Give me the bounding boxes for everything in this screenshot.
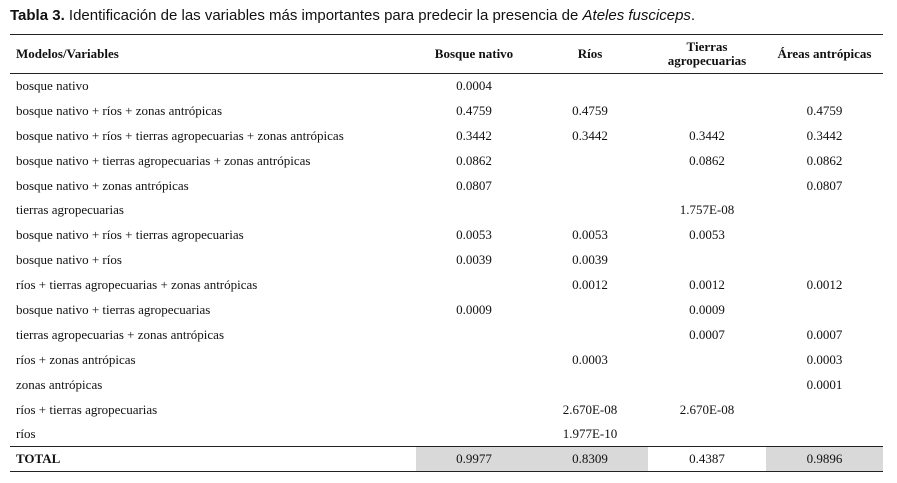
variables-table — [10, 34, 883, 472]
rios-cell — [532, 372, 648, 397]
header-bosque-nativo: Bosque nativo — [416, 35, 532, 74]
bosque-cell — [416, 422, 532, 447]
tierras-cell — [648, 173, 766, 198]
tierras-cell — [648, 248, 766, 273]
model-cell: bosque nativo + ríos + tierras agropecuarias + zonas antrópicas — [16, 127, 344, 143]
rios-cell: 1.977E-10 — [562, 426, 618, 442]
model-cell: ríos + tierras agropecuarias — [16, 401, 158, 417]
table-row — [10, 347, 883, 372]
model-cell: bosque nativo + ríos + tierras agropecuarias — [16, 227, 244, 243]
bosque-cell: 0.0004 — [456, 78, 492, 94]
areas-cell — [766, 198, 883, 223]
rios-cell: 0.0003 — [572, 351, 608, 367]
table-row — [10, 173, 883, 198]
model-cell: ríos + zonas antrópicas — [16, 351, 136, 367]
tierras-cell — [648, 347, 766, 372]
areas-cell: 0.0007 — [806, 326, 843, 342]
rios-cell — [532, 198, 648, 223]
table-row — [10, 98, 883, 123]
table-row — [10, 322, 883, 347]
areas-cell — [766, 397, 883, 422]
total-bosque-cell: 0.9977 — [416, 447, 532, 472]
tierras-cell — [648, 74, 766, 99]
caption-end: . — [690, 7, 696, 24]
areas-cell: 0.3442 — [806, 127, 843, 143]
model-cell: ríos + tierras agropecuarias + zonas antrópicas — [16, 277, 258, 293]
areas-cell: 0.0001 — [806, 376, 843, 392]
bosque-cell: 0.3442 — [456, 127, 492, 143]
table-row — [10, 273, 883, 298]
areas-cell: 0.0003 — [806, 351, 843, 367]
header-rios: Ríos — [532, 35, 648, 74]
tierras-cell: 0.3442 — [689, 127, 725, 143]
bosque-cell: 0.0009 — [456, 301, 492, 317]
bosque-cell — [416, 273, 532, 298]
table-row — [10, 397, 883, 422]
tierras-cell — [648, 372, 766, 397]
tierras-cell — [648, 98, 766, 123]
tierras-cell: 0.0007 — [689, 326, 725, 342]
table-row — [10, 372, 883, 397]
rios-cell: 2.670E-08 — [562, 401, 618, 417]
areas-cell: 0.0862 — [806, 152, 843, 168]
rios-cell: 0.0039 — [572, 252, 608, 268]
tierras-cell: 1.757E-08 — [679, 202, 735, 218]
total-label: TOTAL — [10, 447, 416, 472]
model-cell: tierras agropecuarias + zonas antrópicas — [16, 326, 225, 342]
model-cell: bosque nativo + zonas antrópicas — [16, 177, 189, 193]
bosque-cell — [416, 347, 532, 372]
tierras-cell: 2.670E-08 — [679, 401, 735, 417]
bosque-cell — [416, 322, 532, 347]
total-row — [10, 447, 883, 472]
model-cell: tierras agropecuarias — [16, 202, 124, 218]
areas-cell: 0.0012 — [806, 277, 843, 293]
header-row — [10, 35, 883, 74]
rios-cell — [532, 148, 648, 173]
rios-cell: 0.0053 — [572, 227, 608, 243]
header-tierras-agropecuarias: Tierras agropecuarias — [648, 35, 766, 74]
model-cell: bosque nativo + ríos + zonas antrópicas — [16, 102, 223, 118]
areas-cell: 0.4759 — [806, 102, 843, 118]
table-row — [10, 422, 883, 447]
rios-cell — [532, 74, 648, 99]
model-cell: bosque nativo — [16, 78, 89, 94]
areas-cell — [766, 422, 883, 447]
table-row — [10, 148, 883, 173]
rios-cell — [532, 322, 648, 347]
bosque-cell — [416, 372, 532, 397]
bosque-cell — [416, 198, 532, 223]
table-row — [10, 198, 883, 223]
table-row — [10, 74, 883, 99]
areas-cell — [766, 248, 883, 273]
rios-cell — [532, 173, 648, 198]
areas-cell — [766, 223, 883, 248]
total-tierras-cell: 0.4387 — [648, 447, 766, 472]
rios-cell: 0.3442 — [572, 127, 608, 143]
total-areas-cell: 0.9896 — [766, 447, 883, 472]
areas-cell — [766, 298, 883, 323]
model-cell: ríos — [16, 426, 36, 442]
table-caption — [10, 6, 695, 26]
bosque-cell: 0.0039 — [456, 252, 492, 268]
tierras-cell: 0.0012 — [689, 277, 725, 293]
areas-cell — [766, 74, 883, 99]
header-models: Modelos/Variables — [10, 35, 416, 74]
caption-species: Ateles fusciceps — [582, 7, 691, 24]
bosque-cell — [416, 397, 532, 422]
table-row — [10, 223, 883, 248]
tierras-cell: 0.0862 — [689, 152, 725, 168]
model-cell: zonas antrópicas — [16, 376, 103, 392]
rios-cell — [532, 298, 648, 323]
bosque-cell: 0.0862 — [456, 152, 492, 168]
tierras-cell — [648, 422, 766, 447]
model-cell: bosque nativo + tierras agropecuarias — [16, 301, 211, 317]
total-rios-cell: 0.8309 — [532, 447, 648, 472]
model-cell: bosque nativo + ríos — [16, 252, 122, 268]
header-areas-antropicas: Áreas antrópicas — [766, 35, 883, 74]
table-row — [10, 123, 883, 148]
tierras-cell: 0.0053 — [689, 227, 725, 243]
rios-cell: 0.4759 — [572, 102, 608, 118]
model-cell: bosque nativo + tierras agropecuarias + zonas antrópicas — [16, 152, 311, 168]
bosque-cell: 0.4759 — [456, 102, 492, 118]
caption-text: Identificación de las variables más importantes para predecir la presencia de — [64, 7, 583, 24]
table-row — [10, 248, 883, 273]
bosque-cell: 0.0053 — [456, 227, 492, 243]
bosque-cell: 0.0807 — [456, 177, 492, 193]
table-row — [10, 298, 883, 323]
rios-cell: 0.0012 — [572, 277, 608, 293]
areas-cell: 0.0807 — [806, 177, 843, 193]
tierras-cell: 0.0009 — [689, 301, 725, 317]
caption-label: Tabla 3. — [10, 7, 65, 24]
